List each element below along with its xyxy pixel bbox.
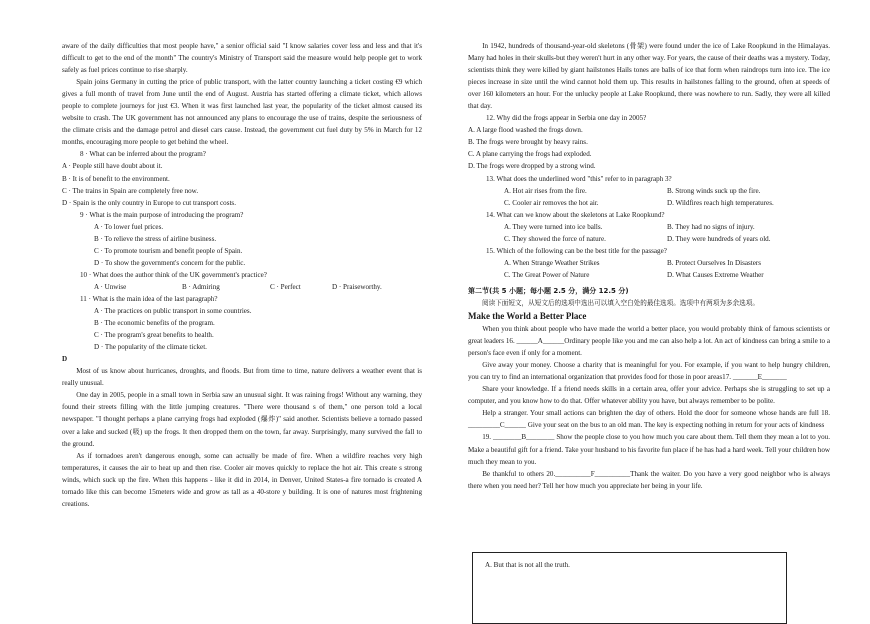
option: B. They had no signs of injury. — [667, 222, 755, 231]
question-15: 15. Which of the following can be the best title for the passage? — [486, 246, 667, 255]
option: C · The program's great benefits to health. — [94, 331, 214, 340]
passage-title: Make the World a Better Place — [468, 311, 587, 322]
options-row — [504, 233, 830, 245]
question-13: 13. What does the underlined word "this" refer to in paragraph 3? — [486, 174, 672, 183]
option: D. Wildfires reach high temperatures. — [667, 198, 774, 207]
options-row — [504, 221, 830, 233]
question-12: 12. Why did the frogs appear in Serbia one day in 2005? — [486, 114, 647, 123]
question-10: 10 · What does the author think of the UK government's practice? — [80, 270, 267, 279]
instruction-text: 阅读下面短文，从短文后的选项中选出可以填入空白处的最佳选项。选项中有两项为多余选项。 — [482, 298, 759, 307]
option: C. Cooler air removes the hot air. — [504, 198, 599, 207]
options-row — [504, 257, 830, 269]
option: C · The trains in Spain are completely free now. — [62, 186, 199, 195]
paragraph: 19. ________B________ Show the people close to you how much you care about them. Tell them they mean a lot to you. Make a beautiful gift for a friend. Take your husband to his favorite fun place if he has had a hard week. Tell your children how much they mean to you. — [468, 433, 830, 466]
option: B. The frogs were brought by heavy rains. — [468, 138, 588, 147]
option: D. What Causes Extreme Weather — [667, 270, 764, 279]
option: B · Admiring — [182, 282, 220, 291]
section-heading: D — [62, 355, 68, 364]
paragraph: aware of the daily difficulties that most people have," a senior official said "I know salaries cover less and less and that it's difficult to get to the end of the month" The country's Ministry of Transport said the measure would help people get to work safely as fuel prices continue to rise sharply. — [62, 42, 422, 75]
paragraph: In 1942, hundreds of thousand-year-old skeletons (骨架) were found under the ice of Lake Roopkund in the Himalayas. Many had holes in their skulls-but they weren't hurt in any other way. For years, the cause of their deaths was a mystery. Today, scientists think they were killed by giant hailstones Hails tones are balls of ice that form when raindrops turn into ice. The ice pieces increase in size until the wind cannot hold them up. This results in hailstones falling to the ground, often at speeds of over 160 kilometers an hour. For the unlucky people at Lake Roopkund, there was nowhere to run. Sadly, they were all killed that day. — [468, 42, 830, 111]
options-box — [472, 552, 787, 624]
left-column — [62, 40, 422, 510]
option: A · The practices on public transport in some countries. — [94, 307, 252, 316]
option: A. They were turned into ice balls. — [504, 222, 603, 231]
option: D · To show the government's concern for the public. — [94, 258, 246, 267]
question-8: 8 · What can be inferred about the program? — [80, 150, 206, 159]
option: C · Perfect — [270, 282, 301, 291]
options-row — [504, 269, 830, 281]
option: B. Protect Ourselves In Disasters — [667, 258, 761, 267]
paragraph: Give away your money. Choose a charity that is meaningful for you. For example, if you want to help hungry children, you can try to find an international organization that provides food for those in poor areas17. _______E_______ — [468, 361, 830, 382]
paragraph: As if tornadoes aren't dangerous enough, some can actually be made of fire. When a wildfire reaches very high temperatures, it causes the air to heat up and then rise. Cooler air moves quickly to replace the hot air. This create s strong winds, which suck up the fire. When this happens - like it did in 2014, in Denver, United States-a fire tornado is created A tornado like this can become 15meters wide and grow as tall as a 40-store y building. It is one of natures most frightening creations. — [62, 451, 422, 508]
options-row — [94, 281, 422, 293]
options-row — [504, 197, 830, 209]
option: B. Strong winds suck up the fire. — [667, 186, 761, 195]
right-column — [468, 40, 830, 492]
option: A · Unwise — [94, 282, 127, 291]
option: A · To lower fuel prices. — [94, 222, 164, 231]
option: C. They showed the force of nature. — [504, 234, 606, 243]
paragraph: When you think about people who have made the world a better place, you would probably think of famous scientists or great leaders 16. ______A______Ordinary people like you and me can also help a lot. An act of kindness can bring a smile to a person's face even if only for a moment. — [468, 325, 830, 358]
option: A. Hot air rises from the fire. — [504, 186, 587, 195]
option: C. A plane carrying the frogs had exploded. — [468, 150, 592, 159]
options-row — [504, 185, 830, 197]
paragraph: Help a stranger. Your small actions can brighten the day of others. Hold the door for someone whose hands are full 18. _________C______ Give your seat on the bus to an old man. The key is expecting nothing in return for your acts of kindness — [468, 409, 830, 430]
option: C. The Great Power of Nature — [504, 270, 590, 279]
option: A. A large flood washed the frogs down. — [468, 126, 583, 135]
paragraph: Most of us know about hurricanes, droughts, and floods. But from time to time, nature delivers a weather event that is really unusual. — [62, 367, 422, 388]
option: D · The popularity of the climate ticket. — [94, 343, 207, 352]
paragraph: Be thankful to others 20.__________F__________Thank the waiter. Do you have a very good neighbor who is always there when you need her? Tell her how much you appreciate her being in your life. — [468, 469, 830, 490]
option: D · Spain is the only country in Europe to cut transport costs. — [62, 198, 236, 207]
option: C · To promote tourism and benefit people of Spain. — [94, 246, 243, 255]
paragraph: Spain joins Germany in cutting the price of public transport, with the latter country launching a ticket costing €9 which gives a full month of travel from June until the end of August. Austria has started offering a climate ticket, which allows people to complete journeys for just €3. When it was first launched last year, the popularity of the ticket almost caused its website to crash. The UK government has not announced any plans to encourage the use of trains, despite the seriousness of the climate crisis and the damage petrol and diesel cars cause. Instead, the government cut fuel duty by 5% in March for 12 months, encouraging more people to get behind the wheel. — [62, 78, 422, 147]
option: B · The economic benefits of the program. — [94, 319, 215, 328]
question-11: 11 · What is the main idea of the last paragraph? — [80, 294, 218, 303]
option: A. When Strange Weather Strikes — [504, 258, 600, 267]
option: B · It is of benefit to the environment. — [62, 174, 170, 183]
paragraph: One day in 2005, people in a small town in Serbia saw an unusual sight. It was raining frogs! Without any warning, they found their streets filling with the little jumping creatures. "There were thousand s of them," one person told a local newspaper. "I thought perhaps a plane carrying frogs had exploded (爆炸)" said another. Scientists believe a tornado passed over a lake and sucked (吸) up the frogs. It then dropped them on the town, far away. Surprisingly, many survived the fall to the ground. — [62, 391, 422, 448]
paragraph: Share your knowledge. If a friend needs skills in a certain area, offer your advice. Perhaps she is struggling to set up a computer, and you know how to do that. Offer whatever ability you have, but always remember to be polite. — [468, 385, 830, 406]
option: D. They were hundreds of years old. — [667, 234, 771, 243]
question-14: 14. What can we know about the skeletons at Lake Roopkund? — [486, 210, 665, 219]
option: D · Praiseworthy. — [332, 282, 382, 291]
option: B · To relieve the stress of airline business. — [94, 234, 217, 243]
section-heading: 第二节(共 5 小题；每小题 2.5 分，满分 12.5 分) — [468, 286, 629, 295]
option: A. But that is not all the truth. — [485, 561, 570, 569]
option: A · People still have doubt about it. — [62, 162, 163, 171]
question-9: 9 · What is the main purpose of introducing the program? — [80, 210, 244, 219]
option: D. The frogs were dropped by a strong wind. — [468, 162, 596, 171]
